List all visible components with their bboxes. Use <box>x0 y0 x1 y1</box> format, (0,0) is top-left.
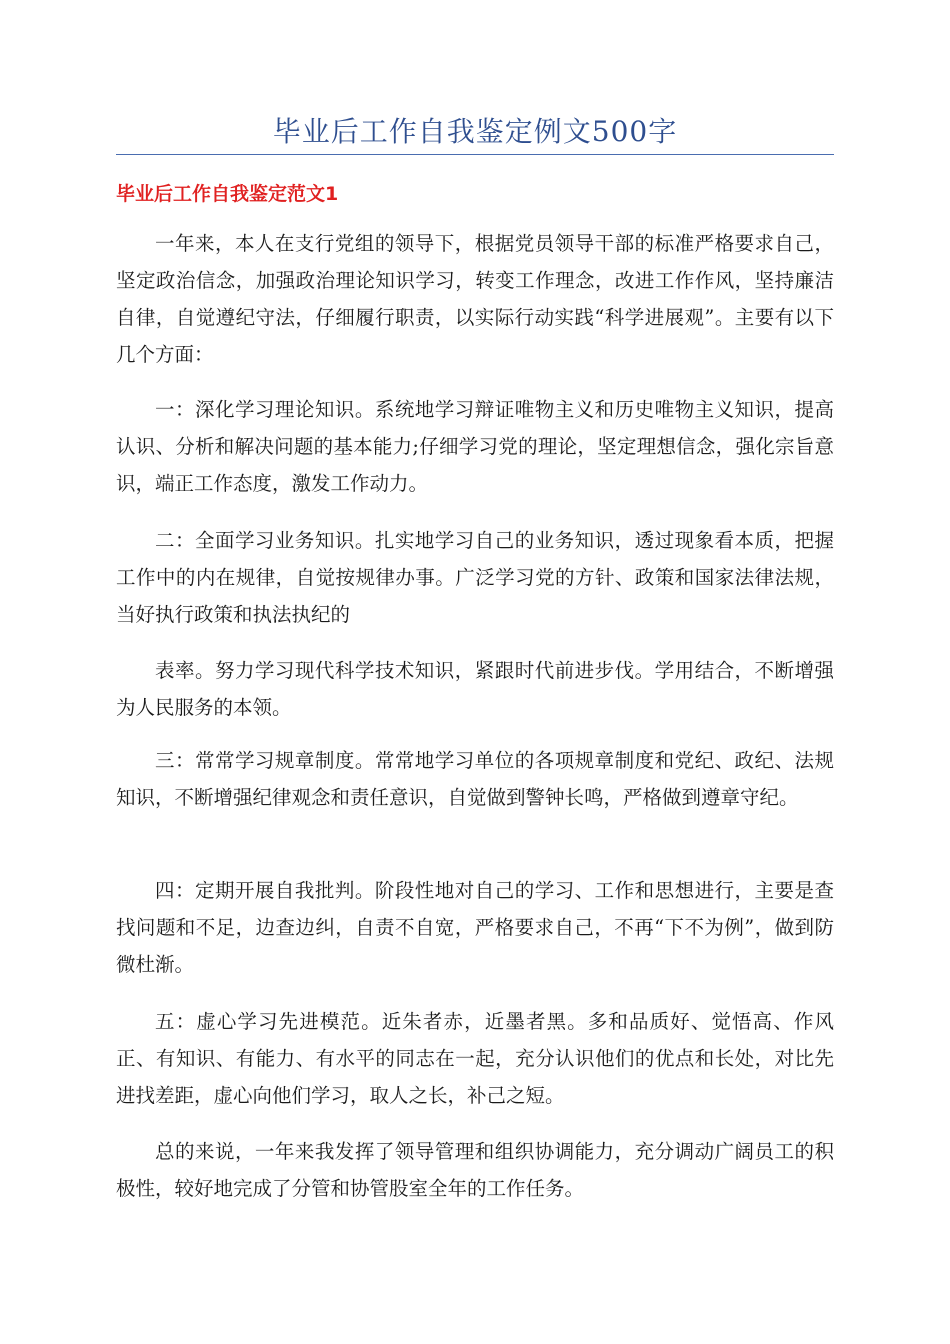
paragraph-point-5: 五：虚心学习先进模范。近朱者赤，近墨者黑。多和品质好、觉悟高、作风正、有知识、有能力、有水平的同志在一起，充分认识他们的优点和长处，对比先进找差距，虚心向他们学习，取人之长，补己之短。 <box>116 1010 834 1107</box>
paragraph-point-3: 三：常常学习规章制度。常常地学习单位的各项规章制度和党纪、政纪、法规知识，不断增强纪律观念和责任意识，自觉做到警钟长鸣，严格做到遵章守纪。 <box>116 749 834 809</box>
paragraph-point-2: 二：全面学习业务知识。扎实地学习自己的业务知识，透过现象看本质，把握工作中的内在规律，自觉按规律办事。广泛学习党的方针、政策和国家法律法规，当好执行政策和执法执纪的 <box>116 529 834 626</box>
paragraph-point-4: 四：定期开展自我批判。阶段性地对自己的学习、工作和思想进行，主要是查找问题和不足，边查边纠，自责不自宽，严格要求自己，不再“下不为例”，做到防微杜渐。 <box>116 879 834 976</box>
paragraph-intro: 一年来，本人在支行党组的领导下，根据党员领导干部的标准严格要求自己，坚定政治信念，加强政治理论知识学习，转变工作理念，改进工作作风，坚持廉洁自律，自觉遵纪守法，仔细履行职责，以实际行动实践“科学进展观”。主要有以下几个方面： <box>116 232 834 366</box>
section-heading: 毕业后工作自我鉴定范文1 <box>116 183 339 205</box>
paragraph-summary: 总的来说，一年来我发挥了领导管理和组织协调能力，充分调动广阔员工的积极性，较好地完成了分管和协管股室全年的工作任务。 <box>116 1140 834 1200</box>
document-title: 毕业后工作自我鉴定例文500字 <box>272 115 678 148</box>
paragraph-point-1: 一：深化学习理论知识。系统地学习辩证唯物主义和历史唯物主义知识，提高认识、分析和解决问题的基本能力;仔细学习党的理论，坚定理想信念，强化宗旨意识，端正工作态度，激发工作动力。 <box>116 398 834 495</box>
title-underline <box>116 154 834 155</box>
paragraph-point-2-continued: 表率。努力学习现代科学技术知识，紧跟时代前进步伐。学用结合，不断增强为人民服务的本领。 <box>116 659 834 719</box>
